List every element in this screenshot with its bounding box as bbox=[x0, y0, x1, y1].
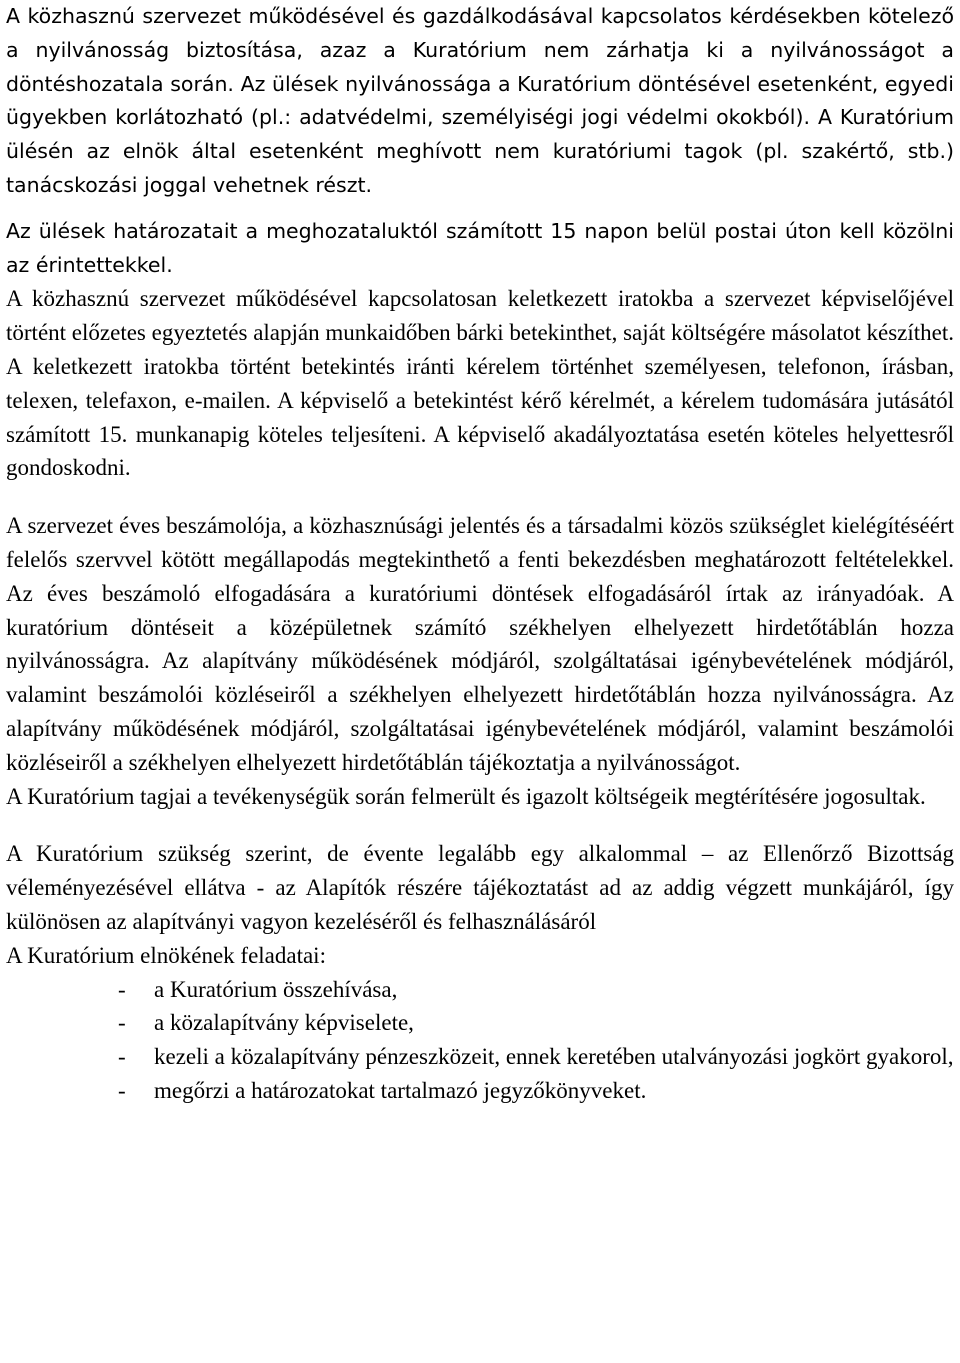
list-dash: - bbox=[118, 1044, 126, 1070]
chair-duties-heading: A Kuratórium elnökének feladatai: bbox=[6, 942, 326, 968]
expenses-paragraph: A Kuratórium tagjai a tevékenységük során felmerült és igazolt költségeik megtérítésére jogosultak. bbox=[6, 783, 926, 809]
spacer bbox=[6, 485, 954, 509]
board-duties-section bbox=[6, 837, 954, 1107]
annual-report-paragraph: A szervezet éves beszámolója, a közhasznúsági jelentés és a társadalmi közös szükséglet kielégítéséért felelős szervvel kötött megállapodás megtekinthető a fenti bekezdésben meghatározott feltételekkel. Az éves beszámoló elfogadására a kuratóriumi döntések elfogadásáról írtak az irányadóak. A kuratórium döntéseit a középületnek számító székhelyen elhelyezett hirdetőtáblán hozza nyilvánosságra. Az alapítvány működésének módjáról, szolgáltatásai igénybevételének módjáról, valamint beszámolói közléseiről a székhelyen elhelyezett hirdetőtáblán hozza nyilvánosságra. Az alapítvány működésének módjáról, szolgáltatásai igénybevételének módjáról, valamint beszámolói közléseiről a székhelyen elhelyezett hirdetőtáblán tájékoztatja a nyilvánosságot. bbox=[6, 513, 954, 775]
publicity-section bbox=[6, 0, 954, 282]
publicity-paragraph: A közhasznú szervezet működésével és gazdálkodásával kapcsolatos kérdésekben kötelező a nyilvánosság biztosítása, azaz a Kuratórium nem zárhatja ki a nyilvánosságot a döntéshozatala során. Az ülések nyilvánossága a Kuratórium döntésével esetenként, egyedi ügyekben korlátozható (pl.: adatvédelmi, személyiségi jogi védelmi okokból). A Kuratórium ülésén az elnök által esetenként meghívott nem kuratóriumi tagok (pl. szakértő, stb.) tanácskozási joggal vehetnek részt. bbox=[6, 4, 954, 197]
list-item bbox=[6, 1040, 954, 1074]
reporting-paragraph: A Kuratórium szükség szerint, de évente legalább egy alkalommal – az Ellenőrző Bizottság véleményezésével ellátva - az Alapítók részére tájékoztatást ad az addig végzett munkájáról, így különösen az alapítványi vagyon kezeléséről és felhasználásáról bbox=[6, 841, 954, 934]
list-item-text: megőrzi a határozatokat tartalmazó jegyzőkönyveket. bbox=[154, 1077, 647, 1103]
documents-access-paragraph: A közhasznú szervezet működésével kapcsolatosan keletkezett iratokba a szervezet képviselőjével történt előzetes egyeztetés alapján munkaidőben bárki betekinthet, saját költségére másolatot készíthet. A keletkezett iratokba történt betekintés iránti kérelem történhet személyesen, telefonon, írásban, telexen, telefaxon, e-mailen. A képviselő a betekintést kérő kérelmét, a kérelem tudomására jutásától számított 15. munkanapig köteles teljesíteni. A képviselő akadályoztatása esetén köteles helyettesről gondoskodni. bbox=[6, 286, 954, 481]
list-item-text: a közalapítvány képviselete, bbox=[154, 1010, 414, 1036]
document-page bbox=[6, 0, 954, 1108]
annual-report-section bbox=[6, 509, 954, 813]
list-dash: - bbox=[118, 1010, 126, 1036]
list-dash: - bbox=[118, 976, 126, 1002]
list-item-text: kezeli a közalapítvány pénzeszközeit, ennek keretében utalványozási jogkört gyakorol, bbox=[154, 1044, 954, 1070]
resolutions-paragraph: Az ülések határozatait a meghozataluktól számított 15 napon belül postai úton kell közölni az érintettekkel. bbox=[6, 218, 954, 277]
spacer bbox=[6, 813, 954, 837]
list-item-text: a Kuratórium összehívása, bbox=[154, 976, 398, 1002]
documents-access-section bbox=[6, 282, 954, 485]
spacer bbox=[6, 203, 954, 215]
list-dash: - bbox=[118, 1077, 126, 1103]
chair-duties-list bbox=[6, 973, 954, 1108]
list-item bbox=[6, 1006, 954, 1040]
list-item bbox=[6, 973, 954, 1007]
list-item bbox=[6, 1074, 954, 1108]
